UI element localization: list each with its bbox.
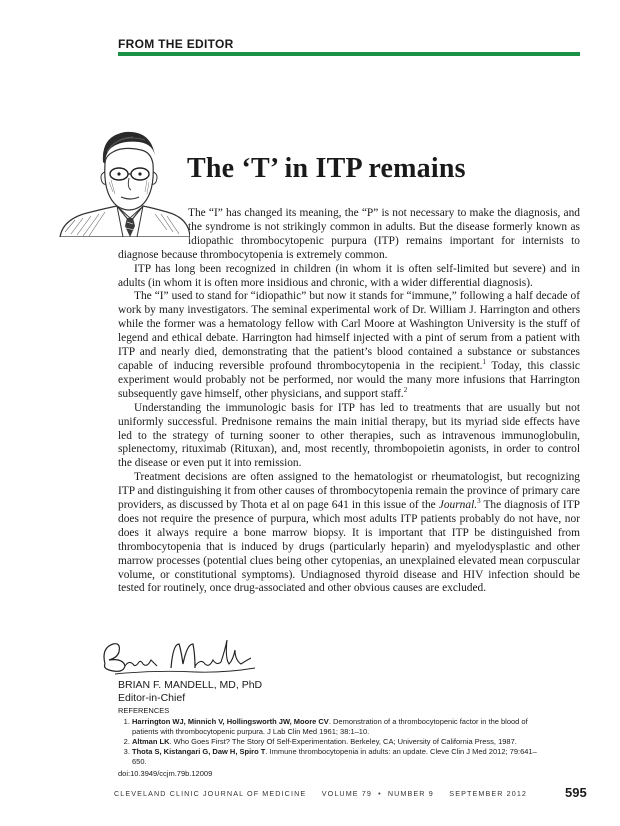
paragraph-4: Understanding the immunologic basis for ITP has led to treatments that are usually but not uniformly successful. Prednisone remains the main initial therapy, but its myriad side effects have led to the strategy of turning sooner to other therapies, such as intravenous immunoglobulin, splenectomy, rituximab (Rituxan), and, most recently, thrombopoietin agonists, in order to control the disease or even put it into remission. <box>118 401 580 470</box>
paragraph-3 <box>118 290 580 401</box>
reference-text: . Demonstration of a thrombocytopenic factor in the blood of patients with thrombocytopenic purpura. J Lab Clin Med 1961; 38:1–10. <box>132 717 528 737</box>
paragraph-3-text: The “I” used to stand for “idiopathic” but now it stands for “immune,” following a half decade of work by many investigators. The seminal experimental work of Dr. William J. Harrington and others while the former was a hematology fellow with Carl Moore at Washington University is the stuff of legend and ethical debate. Harrington had himself injected with a pint of serum from a patient with ITP and nearly died, demonstrating that the patient’s blood contained a substance or substances capable of inducing reversible profound thrombocytopenia in the recipient. <box>118 290 580 372</box>
citation-1: 1 <box>482 358 486 367</box>
author-name: BRIAN F. MANDELL, MD, PhD <box>118 679 263 691</box>
bullet-icon: • <box>378 789 382 798</box>
paragraph-3-text-2: Today, this classic experiment would probably not be performed, nor would the many more infusions that Harrington subsequently gave himself, other physicians, and support staff. <box>118 359 580 400</box>
reference-authors: Thota S, Kistangari G, Daw H, Spiro T <box>132 747 266 757</box>
header-rule <box>118 52 580 56</box>
footer-journal: CLEVELAND CLINIC JOURNAL OF MEDICINE <box>113 789 307 798</box>
article-title: The ‘T’ in ITP remains <box>187 153 466 184</box>
author-title: Editor-in-Chief <box>118 692 186 704</box>
article-body <box>118 207 580 596</box>
reference-text: . Who Goes First? The Story Of Self-Experimentation. Berkeley, CA; University of California Press, 1987. <box>169 737 517 747</box>
reference-authors: Altman LK <box>132 737 170 747</box>
signature-icon <box>95 630 265 680</box>
paragraph-5-text-2: The diagnosis of ITP does not require the presence of purpura, which most adults ITP patients probably do not have, nor does it always require a bone marrow biopsy. It is important that ITP be distinguished from thrombocytopenia that is induced by drugs (particularly heparin) and myelodysplastic and other marrow processes (potential clues being other cytopenias, an unexplained elevated mean corpuscular volume, or constitutional symptoms). Undiagnosed thyroid disease and HIV infection should be tested for routinely, once drug-associated and other obvious causes are excluded. <box>118 499 580 595</box>
reference-item <box>132 747 548 767</box>
citation-2: 2 <box>403 385 408 394</box>
reference-item <box>132 717 548 737</box>
journal-name: Journal. <box>438 499 478 512</box>
footer-date: SEPTEMBER 2012 <box>449 789 528 798</box>
page-footer <box>114 789 558 798</box>
section-label: FROM THE EDITOR <box>118 37 234 51</box>
paragraph-2: ITP has long been recognized in children (in whom it is often self-limited but severe) and in adults (in whom it is often more insidious and chronic, with a wider differential diagnosis). <box>118 262 580 289</box>
doi: doi:10.3949/ccjm.79b.12009 <box>118 769 213 778</box>
footer-number: NUMBER 9 <box>387 789 434 798</box>
paragraph-5 <box>118 471 580 596</box>
references <box>118 706 548 768</box>
references-list <box>118 717 548 767</box>
footer-volume: VOLUME 79 <box>321 789 372 798</box>
portrait-wrap-spacer <box>118 207 188 248</box>
paragraph-1: The “I” has changed its meaning, the “P” is not necessary to make the diagnosis, and the syndrome is not strikingly common in adults. But the disease formerly known as idiopathic thrombocytopenic purpura (ITP) remains important for internists to diagnose because thrombocytopenia is extremely common. <box>118 207 580 261</box>
paragraph-5-text: Treatment decisions are often assigned to the hematologist or rheumatologist, but recognizing ITP and distinguishing it from other causes of thrombocytopenia remain the province of primary care providers, as discussed by Thota et al on page 641 in this issue of the <box>118 471 580 512</box>
page-number: 595 <box>565 785 587 800</box>
reference-item <box>132 737 548 747</box>
reference-text: . Immune thrombocytopenia in adults: an update. Cleve Clin J Med 2012; 79:641–650. <box>132 747 537 767</box>
citation-3: 3 <box>477 497 481 506</box>
reference-authors: Harrington WJ, Minnich V, Hollingsworth JW, Moore CV <box>132 717 329 727</box>
references-heading: REFERENCES <box>118 706 170 715</box>
